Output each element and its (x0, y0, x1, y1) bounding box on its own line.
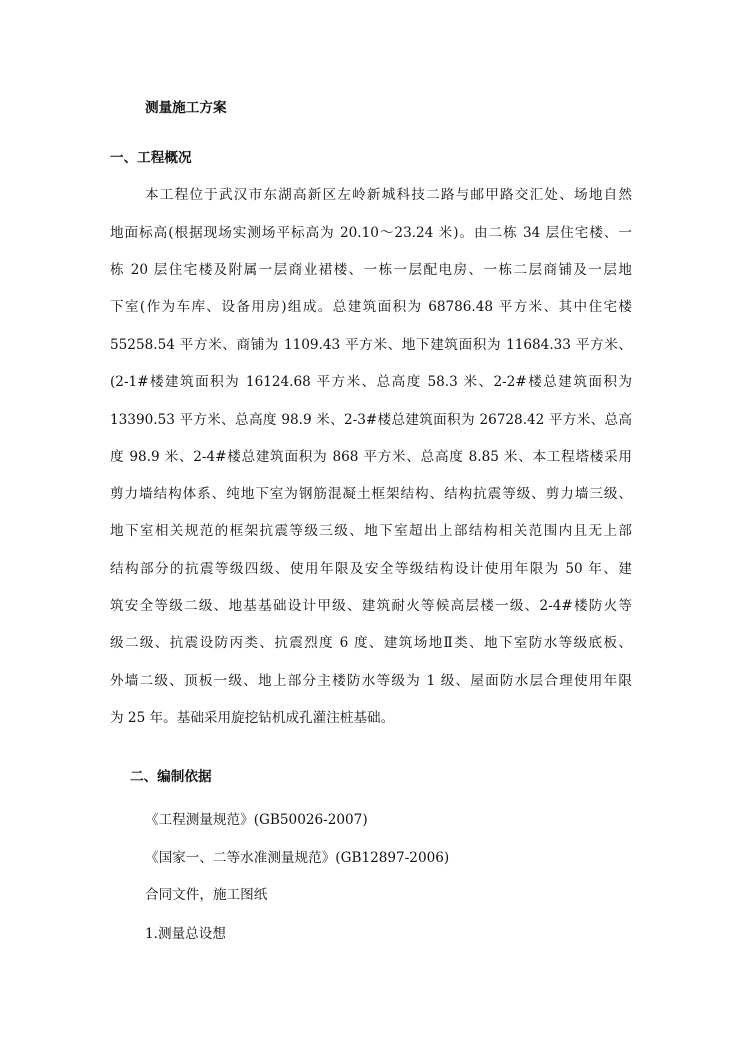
section-heading-basis: 二、编制依据 (130, 769, 212, 785)
paragraph-line: 本工程位于武汉市东湖高新区左岭新城科技二路与邮甲路交汇处、场地自然 (145, 187, 632, 203)
paragraph-line: 度 98.9 米、2-4#楼总建筑面积为 868 平方米、总高度 8.85 米、本工程塔楼采用 (110, 449, 632, 465)
paragraph-line: 地下室相关规范的框架抗震等级三级、地下室超出上部结构相关范围内且无上部 (110, 523, 632, 539)
paragraph-line: 外墙二级、顶板一级、地上部分主楼防水等级为 1 级、屋面防水层合理使用年限 (110, 673, 632, 689)
reference-item: 《国家一、二等水准测量规范》(GB12897-2006) (145, 850, 450, 866)
section-heading-overview: 一、工程概况 (110, 150, 192, 166)
subsection-heading: 1.测量总设想 (145, 926, 226, 942)
reference-item: 《工程测量规范》(GB50026-2007) (145, 812, 368, 828)
paragraph-line: 栋 20 层住宅楼及附属一层商业裙楼、一栋一层配电房、一栋二层商铺及一层地 (110, 262, 632, 278)
paragraph-line: (2-1#楼建筑面积为 16124.68 平方米、总高度 58.3 米、2-2#楼总建筑面积为 (110, 374, 632, 390)
paragraph-line: 下室(作为车库、设备用房)组成。总建筑面积为 68786.48 平方米、其中住宅楼 (110, 299, 632, 315)
reference-item: 合同文件，施工图纸 (145, 887, 268, 903)
paragraph-line: 55258.54 平方米、商铺为 1109.43 平方米、地下建筑面积为 11684.33 平方米、 (110, 337, 632, 353)
paragraph-line: 结构部分的抗震等级四级、使用年限及安全等级结构设计使用年限为 50 年、建 (110, 561, 632, 577)
paragraph-line: 为 25 年。基础采用旋挖钻机成孔灌注桩基础。 (110, 710, 395, 726)
paragraph-line: 13390.53 平方米、总高度 98.9 米、2-3#楼总建筑面积为 26728.42 平方米、总高 (110, 412, 632, 428)
paragraph-line: 级二级、抗震设防丙类、抗震烈度 6 度、建筑场地Ⅱ类、地下室防水等级底板、 (110, 635, 632, 651)
paragraph-line: 地面标高(根据现场实测场平标高为 20.10～23.24 米)。由二栋 34 层住宅楼、一 (110, 225, 632, 241)
document-title: 测量施工方案 (145, 100, 227, 116)
paragraph-line: 剪力墙结构体系、纯地下室为钢筋混凝土框架结构、结构抗震等级、剪力墙三级、 (110, 486, 632, 502)
paragraph-line: 筑安全等级二级、地基基础设计甲级、建筑耐火等候高层楼一级、2-4#楼防火等 (110, 598, 632, 614)
